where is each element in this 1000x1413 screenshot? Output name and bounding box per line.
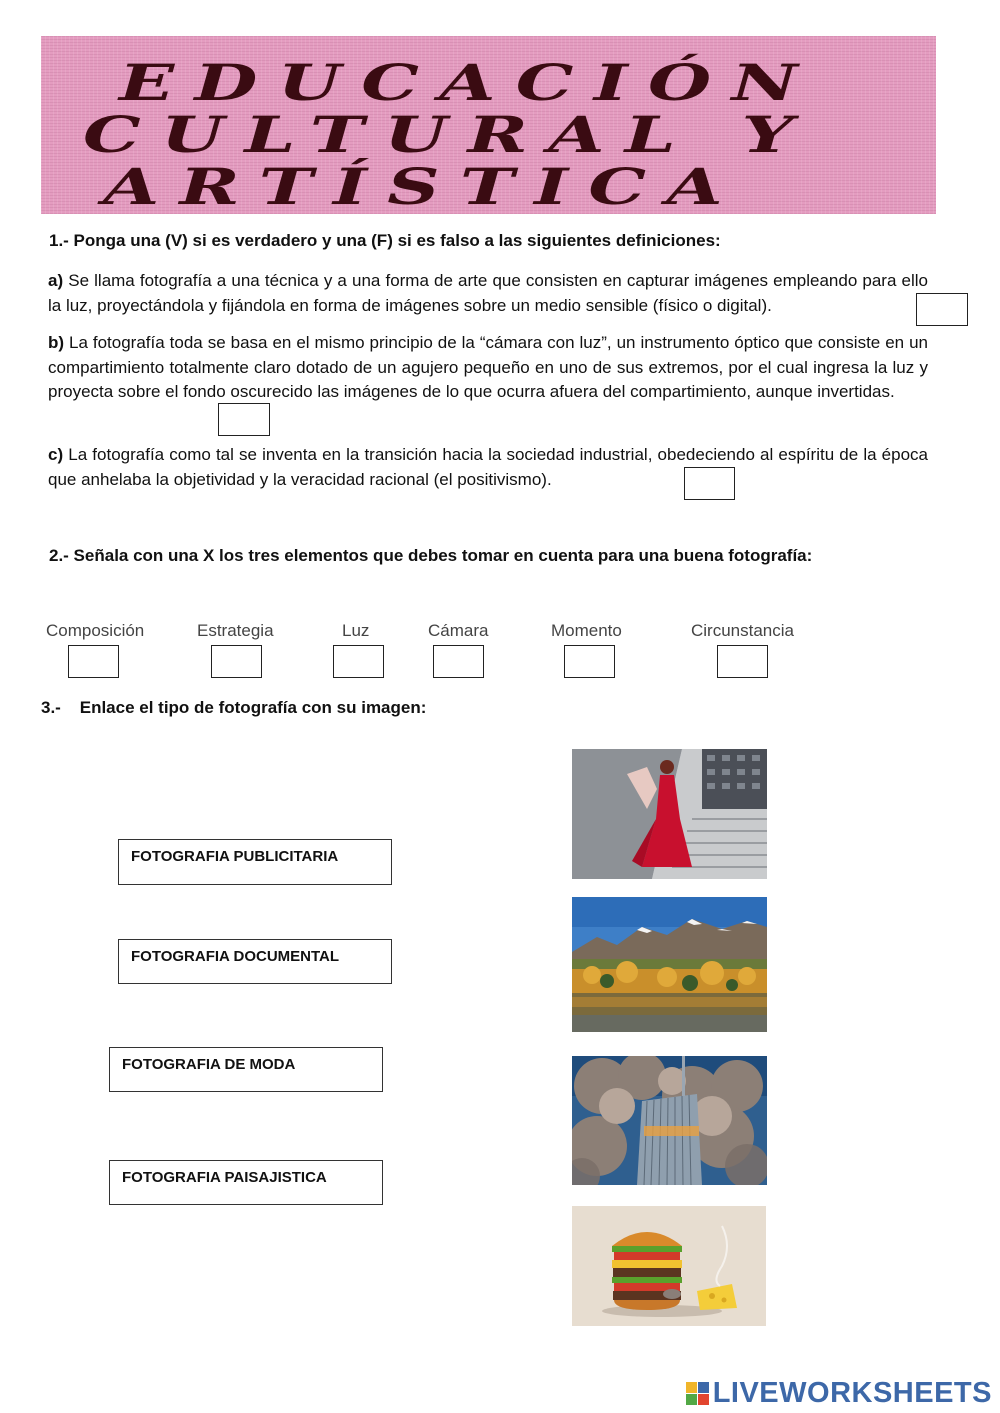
photo-fashion[interactable]: [572, 749, 767, 879]
liveworksheets-brand-text: LIVEWORKSHEETS: [712, 1376, 992, 1409]
item-letter: a): [48, 271, 64, 290]
type-box-documental[interactable]: [118, 939, 392, 984]
banner-title-line-3: ARTÍSTICA: [103, 157, 743, 214]
option-box-composicion[interactable]: [68, 645, 119, 678]
type-label: FOTOGRAFIA DOCUMENTAL: [131, 948, 340, 965]
question-1-item-c: [48, 443, 928, 492]
liveworksheets-mark-icon: [686, 1382, 709, 1405]
photo-landscape-image: [572, 897, 767, 1032]
item-letter: c): [48, 445, 64, 464]
type-label: FOTOGRAFIA PUBLICITARIA: [131, 848, 339, 865]
item-text: La fotografía como tal se inventa en la transición hacia la sociedad industrial, obedeciendo al espíritu de la época que anhelaba la objetividad y la veracidad racional (el positivismo).: [48, 445, 928, 489]
type-box-moda[interactable]: [109, 1047, 383, 1092]
question-3-heading: 3.- Enlace el tipo de fotografía con su imagen:: [41, 698, 427, 717]
title-banner: [41, 36, 936, 214]
option-label-camara: Cámara: [428, 621, 489, 640]
option-label-estrategia: Estrategia: [197, 621, 274, 640]
type-label: FOTOGRAFIA PAISAJISTICA: [122, 1169, 327, 1186]
option-box-momento[interactable]: [564, 645, 615, 678]
option-box-circunstancia[interactable]: [717, 645, 768, 678]
photo-documentary[interactable]: [572, 1056, 767, 1185]
liveworksheets-logo: [686, 1376, 992, 1410]
option-box-camara[interactable]: [433, 645, 484, 678]
banner-title-line-2: CULTURAL Y: [83, 105, 814, 164]
option-box-estrategia[interactable]: [211, 645, 262, 678]
item-text: Se llama fotografía a una técnica y a una forma de arte que consisten en capturar imágenes empleando para ello la luz, proyectándola y fijándola en forma de imágenes sobre un medio sensible (físico o digital).: [48, 271, 928, 315]
type-label: FOTOGRAFIA DE MODA: [122, 1056, 296, 1073]
option-box-luz[interactable]: [333, 645, 384, 678]
option-label-luz: Luz: [342, 621, 370, 640]
photo-fashion-image: [572, 749, 767, 879]
item-letter: b): [48, 333, 65, 352]
type-box-paisajistica[interactable]: [109, 1160, 383, 1205]
photo-landscape[interactable]: [572, 897, 767, 1032]
type-box-publicitaria[interactable]: [118, 839, 392, 885]
option-label-composicion: Composición: [46, 621, 145, 640]
question-1-item-b: [48, 331, 928, 405]
option-label-momento: Momento: [551, 621, 622, 640]
question-2-heading: 2.- Señala con una X los tres elementos que debes tomar en cuenta para una buena fotografía:: [49, 546, 813, 565]
question-1-heading: 1.- Ponga una (V) si es verdadero y una (F) si es falso a las siguientes definiciones:: [49, 231, 721, 250]
banner-title-line-1: EDUCACIÓN: [119, 53, 819, 112]
answer-box-b[interactable]: [218, 403, 270, 436]
answer-box-a[interactable]: [916, 293, 968, 326]
option-label-circunstancia: Circunstancia: [691, 621, 794, 640]
photo-documentary-image: [572, 1056, 767, 1185]
photo-advertising-image: [572, 1206, 766, 1326]
photo-advertising[interactable]: [572, 1206, 766, 1326]
item-text: La fotografía toda se basa en el mismo principio de la “cámara con luz”, un instrumento óptico que consiste en un compartimiento totalmente claro dotado de un agujero pequeño en uno de sus extremos, por el cual ingresa la luz y proyecta sobre el fondo oscurecido las imágenes de lo que ocurra afuera del compartimiento, aunque invertidas.: [48, 333, 928, 401]
answer-box-c[interactable]: [684, 467, 735, 500]
question-1-item-a: [48, 269, 928, 318]
